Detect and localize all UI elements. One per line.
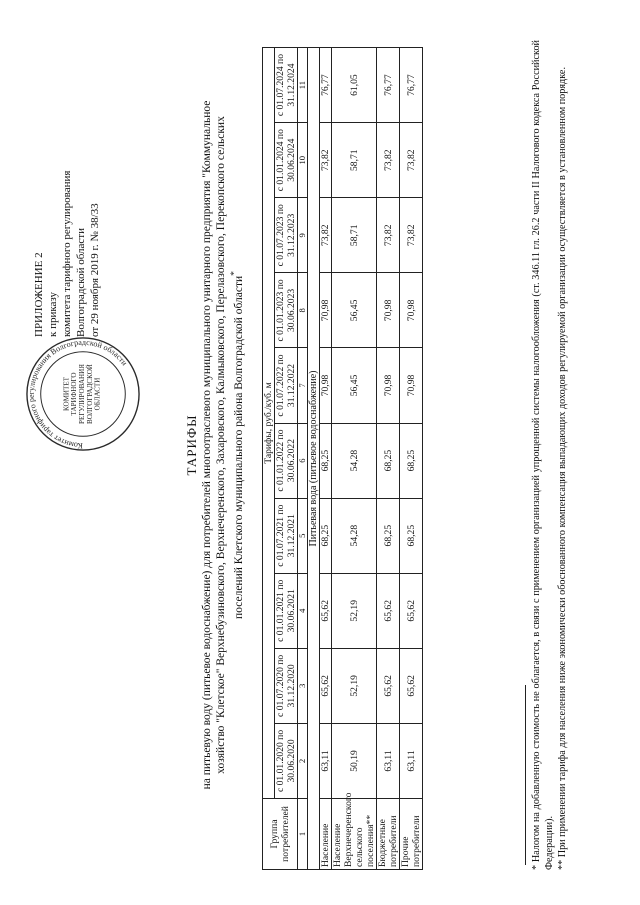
stamp-center-line: ВОЛГОГРАДСКОЙ [85,364,94,424]
tariff-value-cell: 63,11 [320,723,332,798]
tariff-value-cell: 70,98 [400,348,423,423]
period-header-7: с 01.07.2022 по 31.12.2022 [275,348,298,423]
stamp-ring-text: Комитет тарифного регулирования Волгоградской области [26,337,130,451]
tariff-value-cell: 56,45 [332,273,377,348]
column-numbers-row [298,48,308,870]
consumer-group-cell: Население [320,799,332,870]
heading-line-2: хозяйство "Клетское" Верхнебузиновского, Верхнечеренского, Захаровского, Калмыковского, Перелазовского, Перекопского сельских [215,116,227,774]
tariff-value-cell: 65,62 [400,573,423,648]
tariff-value-cell: 63,11 [377,723,400,798]
tariff-value-cell: 73,82 [400,123,423,198]
tariff-value-cell: 70,98 [377,273,400,348]
footnote-population: ** При применении тарифа для населения ниже экономически обоснованного компенсация выпадающих доходов регулируемой организации осуществляется в установленном порядке. [557,66,568,870]
table-row [400,48,423,870]
document-title: ТАРИФЫ [184,414,199,476]
tariff-value-cell: 73,82 [400,198,423,273]
tariff-table-body [298,48,423,870]
tariff-units-header: Тарифы, руб./куб. м [263,48,275,799]
tariff-value-cell: 65,62 [320,648,332,723]
table-row [377,48,400,870]
period-header-8: с 01.01.2023 по 30.06.2023 [275,273,298,348]
column-number: 8 [298,273,308,348]
tariff-value-cell: 58,71 [332,123,377,198]
appendix-block [32,17,102,337]
tariff-value-cell: 70,98 [400,273,423,348]
official-stamp [24,335,142,453]
period-header-5: с 01.07.2021 по 31.12.2021 [275,498,298,573]
heading-line-3 [228,75,246,815]
heading-line-1: на питьевую воду (питьевое водоснабжение) для потребителей многоотраслевого муниципального унитарного предприятия "Коммунальное [201,100,213,790]
column-number: 9 [298,198,308,273]
heading-footnote-mark: * [229,271,240,276]
column-number: 10 [298,123,308,198]
period-header-6: с 01.01.2022 по 30.06.2022 [275,423,298,498]
stamp-center-line: ТАРИФНОГО [70,372,79,416]
tariff-value-cell: 54,28 [332,498,377,573]
column-number: 4 [298,573,308,648]
tariff-value-cell: 70,98 [320,273,332,348]
column-number: 2 [298,723,308,798]
consumer-group-cell: Бюджетные потребители [377,799,400,870]
table-row [320,48,332,870]
period-header-10: с 01.01.2024 по 30.06.2024 [275,123,298,198]
column-number: 1 [298,799,308,870]
period-header-row [275,48,298,870]
tariff-value-cell: 68,25 [400,423,423,498]
tariff-value-cell: 65,62 [377,573,400,648]
tariff-value-cell: 56,45 [332,348,377,423]
appendix-date-number: от 29 ноября 2019 г. № 38/33 [89,203,101,337]
section-title: Питьевая вода (питьевое водоснабжение) [308,48,320,870]
table-row [332,48,377,870]
tariff-value-cell: 63,11 [400,723,423,798]
tariff-value-cell: 73,82 [320,123,332,198]
appendix-ref: к приказу [47,291,59,337]
tariff-value-cell: 54,28 [332,423,377,498]
appendix-issuer: комитета тарифного регулирования [61,170,73,337]
tariff-value-cell: 52,19 [332,573,377,648]
stamp-center-text [62,364,101,424]
tariff-value-cell: 73,82 [320,198,332,273]
section-row [308,48,320,870]
appendix-region: Волгоградской области [75,228,87,337]
column-number: 7 [298,348,308,423]
tariff-value-cell: 68,25 [400,498,423,573]
tariff-value-cell: 73,82 [377,123,400,198]
column-number: 3 [298,648,308,723]
tariff-value-cell: 61,05 [332,48,377,123]
period-header-2: с 01.01.2020 по 30.06.2020 [275,723,298,798]
tariff-value-cell: 52,19 [332,648,377,723]
tariff-value-cell: 68,25 [377,498,400,573]
period-header-9: с 01.07.2023 по 31.12.2023 [275,198,298,273]
group-column-header: Группа потребителей [263,799,298,870]
tariff-table [262,47,423,870]
tariff-value-cell: 68,25 [320,498,332,573]
tariff-value-cell: 76,77 [320,48,332,123]
column-number: 5 [298,498,308,573]
column-number: 6 [298,423,308,498]
document-heading [200,75,246,815]
tariff-value-cell: 76,77 [400,48,423,123]
period-header-11: с 01.07.2024 по 31.12.2024 [275,48,298,123]
period-header-4: с 01.01.2021 по 30.06.2021 [275,573,298,648]
tariff-value-cell: 73,82 [377,198,400,273]
tariff-value-cell: 65,62 [320,573,332,648]
stamp-center-line: ОБЛАСТИ [93,377,102,411]
footnote-vat: * Налогом на добавленную стоимость не облагается, в связи с применением организацией упрощенной системы налогообложения (ст. 346.11 гл. 26.2 части II Налогового кодекса Российской Федерации). [531,40,555,870]
tariff-value-cell: 50,19 [332,723,377,798]
tariff-value-cell: 70,98 [320,348,332,423]
tariff-value-cell: 65,62 [400,648,423,723]
tariff-value-cell: 76,77 [377,48,400,123]
tariff-value-cell: 68,25 [320,423,332,498]
tariff-value-cell: 70,98 [377,348,400,423]
heading-line-3-text: поселений Клетского муниципального района Волгоградской области [232,275,245,619]
tariff-value-cell: 68,25 [377,423,400,498]
footnote-divider [525,685,526,865]
column-number: 11 [298,48,308,123]
tariff-table-head [263,48,298,870]
stamp-center-line: КОМИТЕТ [62,376,71,412]
appendix-title: ПРИЛОЖЕНИЕ 2 [33,252,45,337]
consumer-group-cell: Население Верхнечеренского сельского поселения** [332,799,377,870]
period-header-3: с 01.07.2020 по 31.12.2020 [275,648,298,723]
consumer-group-cell: Прочие потребители [400,799,423,870]
tariff-value-cell: 58,71 [332,198,377,273]
tariff-value-cell: 65,62 [377,648,400,723]
stamp-center-line: РЕГУЛИРОВАНИЯ [77,364,86,424]
